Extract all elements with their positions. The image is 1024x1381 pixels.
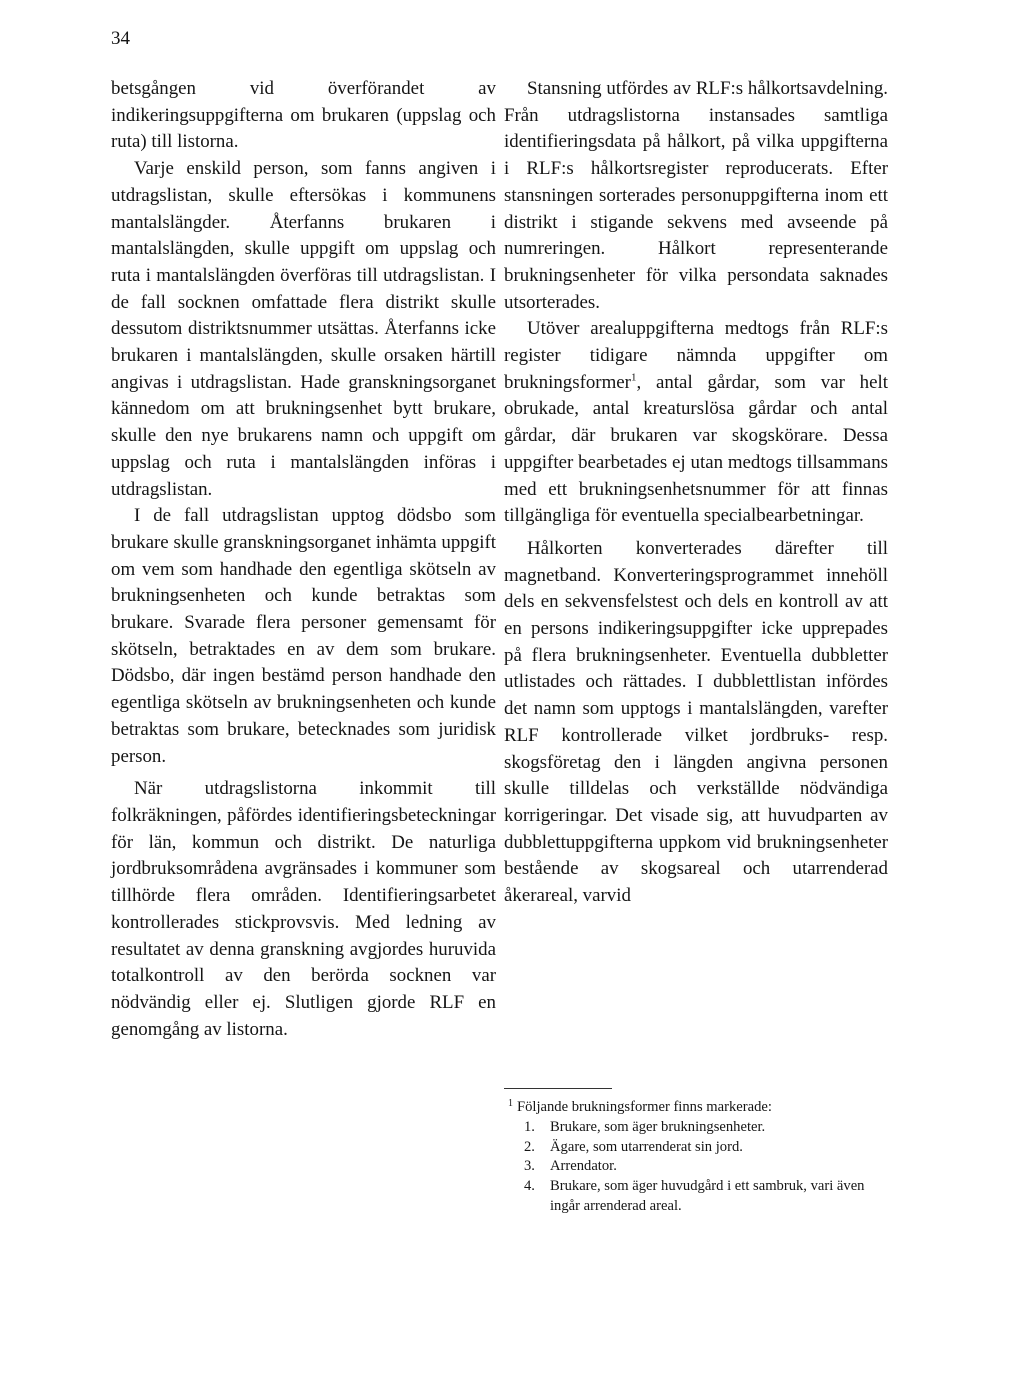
footnote-item: [504, 1118, 888, 1138]
left-text-column: [111, 76, 496, 1043]
footnote-item: [504, 1177, 888, 1217]
footnote-intro: [504, 1098, 888, 1118]
footnote-list: [504, 1118, 888, 1217]
paragraph: Varje enskild person, som fanns angiven i utdragslistan, skulle eftersökas i kommunens mantalslängder. Återfanns brukaren i mantalslängden, skulle uppgift om uppslag och ruta i mantalslängden överföras till utdragslistan. I de fall socknen omfattade flera distrikt skulle dessutom distriktsnummer utsättas. Återfanns icke brukaren i mantalslängden, skulle orsaken härtill angivas i utdragslistan. Hade granskningsorganet kännedom om att brukningsenhet bytt brukare, skulle den nye brukarens namn och uppgift om uppslag och ruta i mantalslängden införas i utdragslistan.: [111, 158, 496, 500]
footnote-item-text: Ägare, som utarrenderat sin jord.: [550, 1138, 743, 1155]
paragraph: När utdragslistorna inkommit till folkräkningen, påfördes identifieringsbeteckningar för län, kommun och distrikt. De naturliga jordbruksområdena avgränsades i kommuner som tillhörde flera områden. Identifieringsarbetet kontrollerades stickprovsvis. Med ledning av resultatet av denna granskning avgjordes huruvida totalkontroll av den berörda socknen var nödvändig eller ej. Slutligen gjorde RLF en genomgång av listorna.: [111, 778, 496, 1040]
paragraph: Hålkorten konverterades därefter till magnetband. Konverteringsprogrammet innehöll dels en sekvensfelstest och dels en kontroll av att en persons indikeringsuppgifter icke upprepades på flera brukningsenheter. Eventuella dubbletter utlistades och rättades. I dubblettlistan infördes det namn som upptogs i mantalslängden, varefter RLF kontrollerade vilket jordbruks- resp. skogsföretag den i längden angivna personen skulle tilldelas och verkställde nödvändiga korrigeringar. Det visade sig, att huvudparten av dubblettuppgifterna uppkom vid brukningsenheter bestående av skogsareal och utarrenderad åkerareal, varvid: [504, 537, 888, 907]
paragraph: I de fall utdragslistan upptog dödsbo som brukare skulle granskningsorganet inhämta uppgift om vem som handhade den egentliga skötseln av brukningsenheten och kunde betraktas som brukare. Svarade flera personer gemensamt för skötseln, betraktades en av dem som brukare. Dödsbo, där ingen bestämd person handhade den egentliga skötseln av brukningsenheten och kunde betraktas som brukare, betecknades som juridisk person.: [111, 505, 496, 767]
footnote-item-text: Brukare, som äger brukningsenheter.: [550, 1118, 766, 1135]
paragraph: Stansning utfördes av RLF:s hålkortsavdelning. Från utdragslistorna instansades samtliga identifieringsdata på hålkort, på vilka uppgifterna i RLF:s hålkortsregister reproducerats. Efter stansningen sorterades personuppgifterna inom ett distrikt i stigande sekvens med avseende på numreringen. Hålkort representerande brukningsenheter för vilka persondata saknades utsorterades.: [504, 78, 888, 313]
paragraph-text: Utöver arealuppgifterna medtogs från RLF:s register tidigare nämnda uppgifter om brukningsformer: [504, 318, 888, 393]
footnote-divider: [504, 1088, 612, 1089]
footnote-item: [504, 1138, 888, 1158]
paragraph-text: , antal gårdar, som var helt obrukade, antal kreaturslösa gårdar och antal gårdar, där brukaren var skogskörare. Dessa uppgifter bearbetades ej utan medtogs tillsammans med ett brukningsenhetsnummer för att finnas tillgängliga för eventuella specialbearbetningar.: [504, 371, 888, 527]
footnote-item-number: 2.: [524, 1138, 535, 1155]
footnote-marker: 1: [508, 1098, 513, 1109]
footnote-intro-text: Följande brukningsformer finns markerade:: [517, 1099, 772, 1115]
right-text-column: [504, 76, 888, 910]
footnote-reference: 1: [630, 371, 637, 384]
footnote-item-number: 1.: [524, 1118, 535, 1135]
footnote: [504, 1098, 888, 1217]
paragraph: [504, 316, 888, 530]
paragraph: betsgången vid överförandet av indikeringsuppgifterna om brukaren (uppslag och ruta) till listorna.: [111, 78, 496, 153]
footnote-item-number: 4.: [524, 1178, 535, 1195]
footnote-item: [504, 1157, 888, 1177]
footnote-item-number: 3.: [524, 1158, 535, 1175]
footnote-item-text: Arrendator.: [550, 1158, 617, 1175]
footnote-item-text: Brukare, som äger huvudgård i ett sambruk, vari även ingår arrenderad areal.: [550, 1178, 865, 1214]
page-number: 34: [111, 28, 130, 49]
